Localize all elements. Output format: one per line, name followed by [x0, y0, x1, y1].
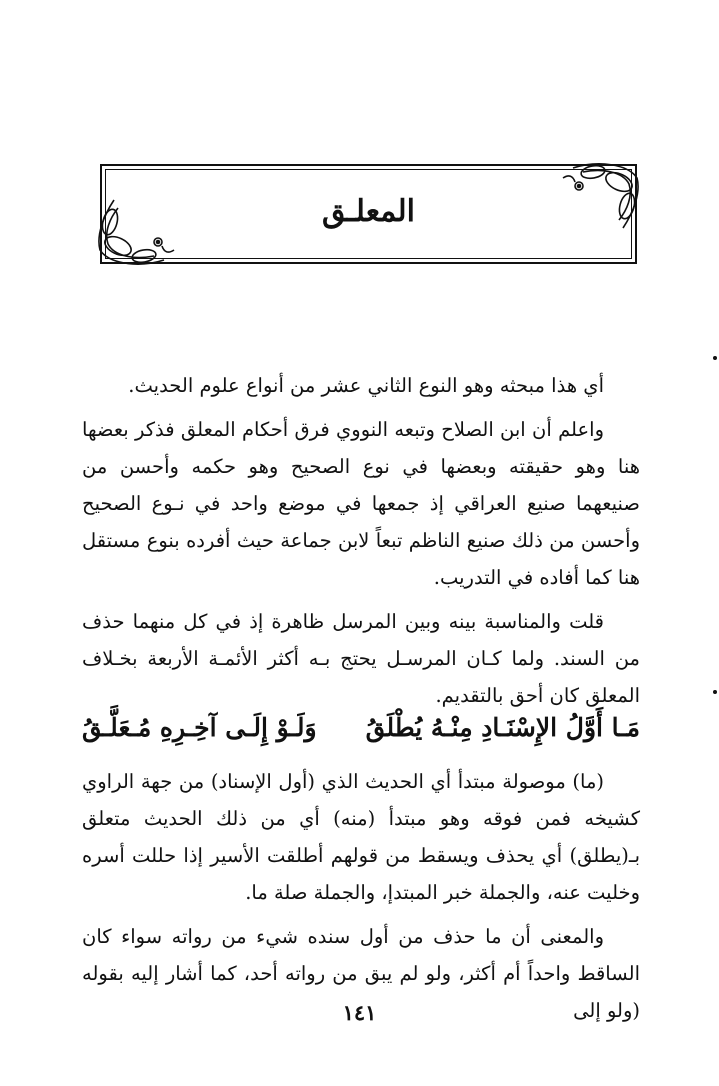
margin-mark: [713, 690, 717, 694]
paragraph-ibn-salah: واعلم أن ابن الصلاح وتبعه النووي فرق أحكام المعلق فذكر بعضها هنا وهو حقيقته وبعضها في نوع الصحيح وهو حكمه وأحسن من صنيعهما صنيع العراقي إذ جمعها في موضع واحد في نـوع الصحيح وأحسن من ذلك صنيع الناظم تبعاً لابن جماعة حيث أفرده بنوع مستقل هنا كما أفاده في التدريب.: [82, 418, 640, 589]
verse-first-hemistich: مَـا أَوَّلُ الإِسْنَـادِ مِنْـهُ يُطْلَقُ: [365, 713, 640, 742]
paragraph-meaning: والمعنى أن ما حذف من أول سنده شيء من رواته سواء كان الساقط واحداً أم أكثر، ولو لم يبق من رواته أحد، كما أشار إليه بقوله (ولو إلى: [82, 925, 640, 1022]
intro-text-block: [82, 367, 640, 714]
chapter-header-frame: [100, 164, 637, 264]
paragraph-relation-mursal: قلت والمناسبة بينه وبين المرسل ظاهرة إذ في كل منهما حذف من السند. ولما كـان المرسـل يحتج بـه أكثر الأئمـة الأربعة بخـلاف المعلق كان أحق بالتقديم.: [82, 610, 640, 707]
page-number: ١٤١: [342, 1000, 377, 1025]
chapter-title: المعلـق: [321, 194, 416, 229]
paragraph-intro: أي هذا مبحثه وهو النوع الثاني عشر من أنواع علوم الحديث.: [128, 374, 604, 397]
margin-mark: [713, 356, 717, 360]
poem-verse: [82, 713, 640, 742]
verse-second-hemistich: وَلَـوْ إِلَـى آخِـرِهِ مُـعَلَّـقُ: [82, 713, 317, 742]
paragraph-commentary: (ما) موصولة مبتدأ أي الحديث الذي (أول الإسناد) من جهة الراوي كشيخه فمن فوقه وهو مبتدأ (منه) أي من ذلك الحديث متعلق بـ(يطلق) أي يحذف ويسقط من قولهم أطلقت الأسير إذا حللت أسره وخليت عنه، والجملة خبر المبتدإ، والجملة صلة ما.: [82, 770, 640, 904]
commentary-text-block: [82, 763, 640, 1029]
